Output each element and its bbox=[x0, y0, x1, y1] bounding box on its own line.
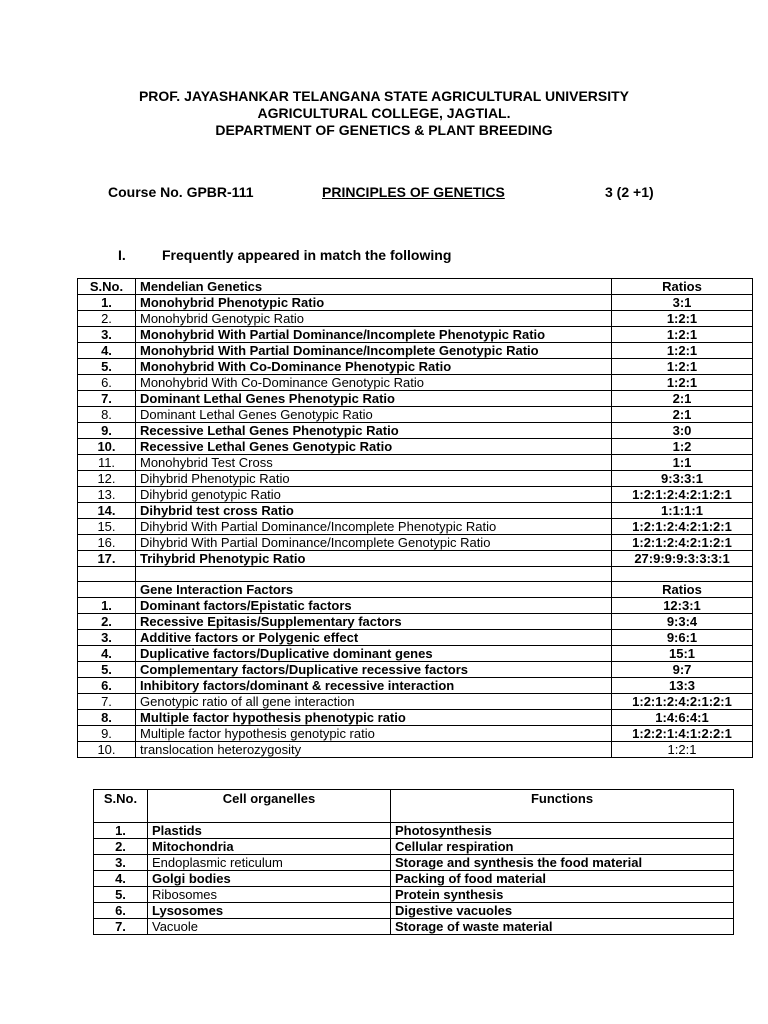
sno-cell: 8. bbox=[78, 710, 136, 726]
gene-factor-cell: Complementary factors/Duplicative recessive factors bbox=[136, 662, 612, 678]
sno-cell: 17. bbox=[78, 551, 136, 567]
sno-cell: 8. bbox=[78, 407, 136, 423]
spacer-cell bbox=[136, 567, 612, 582]
table-row bbox=[94, 839, 734, 855]
function-cell: Packing of food material bbox=[391, 871, 734, 887]
sno-cell: 10. bbox=[78, 439, 136, 455]
gene-factor-cell: Multiple factor hypothesis phenotypic ratio bbox=[136, 710, 612, 726]
table-row bbox=[78, 439, 753, 455]
table-row bbox=[78, 423, 753, 439]
sno-cell: 1. bbox=[94, 823, 148, 839]
organelle-cell: Golgi bodies bbox=[148, 871, 391, 887]
genetics-name-cell: Dihybrid test cross Ratio bbox=[136, 503, 612, 519]
genetics-name-cell: Dihybrid genotypic Ratio bbox=[136, 487, 612, 503]
sno-cell: 2. bbox=[94, 839, 148, 855]
table-header-row bbox=[94, 790, 734, 823]
genetics-name-cell: Dominant Lethal Genes Phenotypic Ratio bbox=[136, 391, 612, 407]
table-row bbox=[78, 295, 753, 311]
ratio-cell: 1:1:1:1 bbox=[612, 503, 753, 519]
gene-factor-cell: Genotypic ratio of all gene interaction bbox=[136, 694, 612, 710]
genetics-name-cell: Monohybrid With Partial Dominance/Incomplete Genotypic Ratio bbox=[136, 343, 612, 359]
genetics-name-cell: Monohybrid With Co-Dominance Genotypic Ratio bbox=[136, 375, 612, 391]
ratio-cell: 1:2:1 bbox=[612, 327, 753, 343]
table-row bbox=[78, 742, 753, 758]
sno-cell: 16. bbox=[78, 535, 136, 551]
table-row bbox=[78, 407, 753, 423]
organelles-header: Cell organelles bbox=[148, 790, 391, 823]
course-credits: 3 (2 +1) bbox=[605, 184, 654, 200]
genetics-name-cell: Monohybrid With Co-Dominance Phenotypic Ratio bbox=[136, 359, 612, 375]
organelle-cell: Vacuole bbox=[148, 919, 391, 935]
genetics-name-cell: Dihybrid Phenotypic Ratio bbox=[136, 471, 612, 487]
table-row bbox=[78, 455, 753, 471]
table-row bbox=[78, 343, 753, 359]
ratio-cell: 1:2 bbox=[612, 439, 753, 455]
department-name: DEPARTMENT OF GENETICS & PLANT BREEDING bbox=[215, 122, 553, 138]
ratio-cell: 13:3 bbox=[612, 678, 753, 694]
function-cell: Protein synthesis bbox=[391, 887, 734, 903]
table-row bbox=[78, 327, 753, 343]
function-cell: Photosynthesis bbox=[391, 823, 734, 839]
sno-cell: 2. bbox=[78, 311, 136, 327]
genetics-name-cell: Recessive Lethal Genes Phenotypic Ratio bbox=[136, 423, 612, 439]
table-row bbox=[78, 630, 753, 646]
gene-interaction-header-row bbox=[78, 582, 753, 598]
ratio-cell: 1:2:1 bbox=[612, 375, 753, 391]
organelle-cell: Endoplasmic reticulum bbox=[148, 855, 391, 871]
mendelian-header: Mendelian Genetics bbox=[136, 279, 612, 295]
sno-cell: 5. bbox=[78, 359, 136, 375]
ratio-cell: 15:1 bbox=[612, 646, 753, 662]
ratio-cell: 9:6:1 bbox=[612, 630, 753, 646]
ratios-header: Ratios bbox=[612, 279, 753, 295]
genetics-name-cell: Monohybrid Phenotypic Ratio bbox=[136, 295, 612, 311]
table-row bbox=[78, 359, 753, 375]
sno-cell: 6. bbox=[78, 375, 136, 391]
ratio-cell: 1:2:1 bbox=[612, 359, 753, 375]
table-row bbox=[78, 678, 753, 694]
ratio-cell: 2:1 bbox=[612, 407, 753, 423]
sno-header: S.No. bbox=[78, 279, 136, 295]
spacer-row bbox=[78, 567, 753, 582]
college-name: AGRICULTURAL COLLEGE, JAGTIAL. bbox=[257, 105, 511, 121]
sno-cell: 11. bbox=[78, 455, 136, 471]
ratio-cell: 1:2:1:2:4:2:1:2:1 bbox=[612, 519, 753, 535]
sno-cell: 5. bbox=[78, 662, 136, 678]
table-row bbox=[94, 871, 734, 887]
sno-cell: 4. bbox=[94, 871, 148, 887]
ratio-cell: 3:0 bbox=[612, 423, 753, 439]
sno-cell: 3. bbox=[78, 630, 136, 646]
table-row bbox=[78, 662, 753, 678]
ratio-cell: 1:2:1 bbox=[612, 311, 753, 327]
ratio-cell: 27:9:9:9:3:3:3:1 bbox=[612, 551, 753, 567]
gene-factor-cell: Duplicative factors/Duplicative dominant genes bbox=[136, 646, 612, 662]
table-row bbox=[78, 614, 753, 630]
table-row bbox=[78, 726, 753, 742]
table-row bbox=[78, 487, 753, 503]
ratio-cell: 2:1 bbox=[612, 391, 753, 407]
ratio-cell: 1:2:2:1:4:1:2:2:1 bbox=[612, 726, 753, 742]
function-cell: Storage and synthesis the food material bbox=[391, 855, 734, 871]
ratio-cell: 1:2:1:2:4:2:1:2:1 bbox=[612, 535, 753, 551]
genetics-name-cell: Monohybrid Test Cross bbox=[136, 455, 612, 471]
sno-cell: 6. bbox=[78, 678, 136, 694]
table-row bbox=[78, 391, 753, 407]
sno-cell: 15. bbox=[78, 519, 136, 535]
genetics-name-cell: Dihybrid With Partial Dominance/Incomplete Genotypic Ratio bbox=[136, 535, 612, 551]
table-row bbox=[78, 646, 753, 662]
sno-cell: 6. bbox=[94, 903, 148, 919]
course-title: PRINCIPLES OF GENETICS bbox=[322, 184, 505, 200]
table-header-row bbox=[78, 279, 753, 295]
mendelian-ratios-table bbox=[77, 278, 753, 758]
table-row bbox=[78, 519, 753, 535]
table-row bbox=[78, 535, 753, 551]
function-cell: Cellular respiration bbox=[391, 839, 734, 855]
genetics-name-cell: Monohybrid Genotypic Ratio bbox=[136, 311, 612, 327]
section-title: Frequently appeared in match the following bbox=[162, 247, 452, 263]
gene-factor-cell: Recessive Epitasis/Supplementary factors bbox=[136, 614, 612, 630]
ratio-cell: 1:1 bbox=[612, 455, 753, 471]
genetics-name-cell: Dihybrid With Partial Dominance/Incomplete Phenotypic Ratio bbox=[136, 519, 612, 535]
gene-interaction-header: Gene Interaction Factors bbox=[136, 582, 612, 598]
ratio-cell: 1:4:6:4:1 bbox=[612, 710, 753, 726]
sno-cell: 12. bbox=[78, 471, 136, 487]
table-row bbox=[78, 551, 753, 567]
genetics-name-cell: Trihybrid Phenotypic Ratio bbox=[136, 551, 612, 567]
functions-header: Functions bbox=[391, 790, 734, 823]
spacer-cell bbox=[78, 567, 136, 582]
table-row bbox=[78, 471, 753, 487]
gene-ratios-header: Ratios bbox=[612, 582, 753, 598]
organelle-cell: Mitochondria bbox=[148, 839, 391, 855]
sno-cell: 10. bbox=[78, 742, 136, 758]
course-line bbox=[0, 184, 768, 202]
sno-cell: 5. bbox=[94, 887, 148, 903]
genetics-name-cell: Dominant Lethal Genes Genotypic Ratio bbox=[136, 407, 612, 423]
sno-cell: 7. bbox=[78, 694, 136, 710]
sno-header: S.No. bbox=[94, 790, 148, 823]
sno-cell: 9. bbox=[78, 726, 136, 742]
gene-factor-cell: translocation heterozygosity bbox=[136, 742, 612, 758]
organelle-cell: Ribosomes bbox=[148, 887, 391, 903]
sno-cell: 9. bbox=[78, 423, 136, 439]
section-numeral: I. bbox=[118, 247, 126, 263]
table-row bbox=[78, 375, 753, 391]
ratio-cell: 9:3:3:1 bbox=[612, 471, 753, 487]
gene-factor-cell: Dominant factors/Epistatic factors bbox=[136, 598, 612, 614]
ratio-cell: 9:7 bbox=[612, 662, 753, 678]
gene-factor-cell: Multiple factor hypothesis genotypic ratio bbox=[136, 726, 612, 742]
table-row bbox=[78, 710, 753, 726]
genetics-name-cell: Monohybrid With Partial Dominance/Incomplete Phenotypic Ratio bbox=[136, 327, 612, 343]
organelle-cell: Plastids bbox=[148, 823, 391, 839]
gene-factor-cell: Additive factors or Polygenic effect bbox=[136, 630, 612, 646]
sno-cell: 3. bbox=[78, 327, 136, 343]
ratio-cell: 3:1 bbox=[612, 295, 753, 311]
ratio-cell: 1:2:1:2:4:2:1:2:1 bbox=[612, 487, 753, 503]
ratio-cell: 1:2:1 bbox=[612, 343, 753, 359]
sno-cell: 7. bbox=[78, 391, 136, 407]
ratio-cell: 1:2:1:2:4:2:1:2:1 bbox=[612, 694, 753, 710]
sno-cell: 2. bbox=[78, 614, 136, 630]
ratio-cell: 12:3:1 bbox=[612, 598, 753, 614]
sno-cell: 14. bbox=[78, 503, 136, 519]
function-cell: Storage of waste material bbox=[391, 919, 734, 935]
university-name: PROF. JAYASHANKAR TELANGANA STATE AGRICULTURAL UNIVERSITY bbox=[138, 88, 630, 104]
ratio-cell: 9:3:4 bbox=[612, 614, 753, 630]
course-number: Course No. GPBR-111 bbox=[108, 184, 254, 200]
function-cell: Digestive vacuoles bbox=[391, 903, 734, 919]
sno-cell: 4. bbox=[78, 343, 136, 359]
table-row bbox=[94, 855, 734, 871]
sno-cell: 1. bbox=[78, 598, 136, 614]
table-row bbox=[94, 887, 734, 903]
table-row bbox=[78, 503, 753, 519]
sno-cell: 7. bbox=[94, 919, 148, 935]
sno-cell: 1. bbox=[78, 295, 136, 311]
table-row bbox=[78, 598, 753, 614]
table-row bbox=[94, 903, 734, 919]
organelle-cell: Lysosomes bbox=[148, 903, 391, 919]
spacer-cell bbox=[612, 567, 753, 582]
sno-cell: 4. bbox=[78, 646, 136, 662]
empty-cell bbox=[78, 582, 136, 598]
table-row bbox=[94, 919, 734, 935]
gene-factor-cell: Inhibitory factors/dominant & recessive interaction bbox=[136, 678, 612, 694]
cell-organelles-table bbox=[93, 789, 734, 935]
ratio-cell: 1:2:1 bbox=[612, 742, 753, 758]
table-row bbox=[78, 694, 753, 710]
genetics-name-cell: Recessive Lethal Genes Genotypic Ratio bbox=[136, 439, 612, 455]
sno-cell: 3. bbox=[94, 855, 148, 871]
table-row bbox=[94, 823, 734, 839]
sno-cell: 13. bbox=[78, 487, 136, 503]
table-row bbox=[78, 311, 753, 327]
